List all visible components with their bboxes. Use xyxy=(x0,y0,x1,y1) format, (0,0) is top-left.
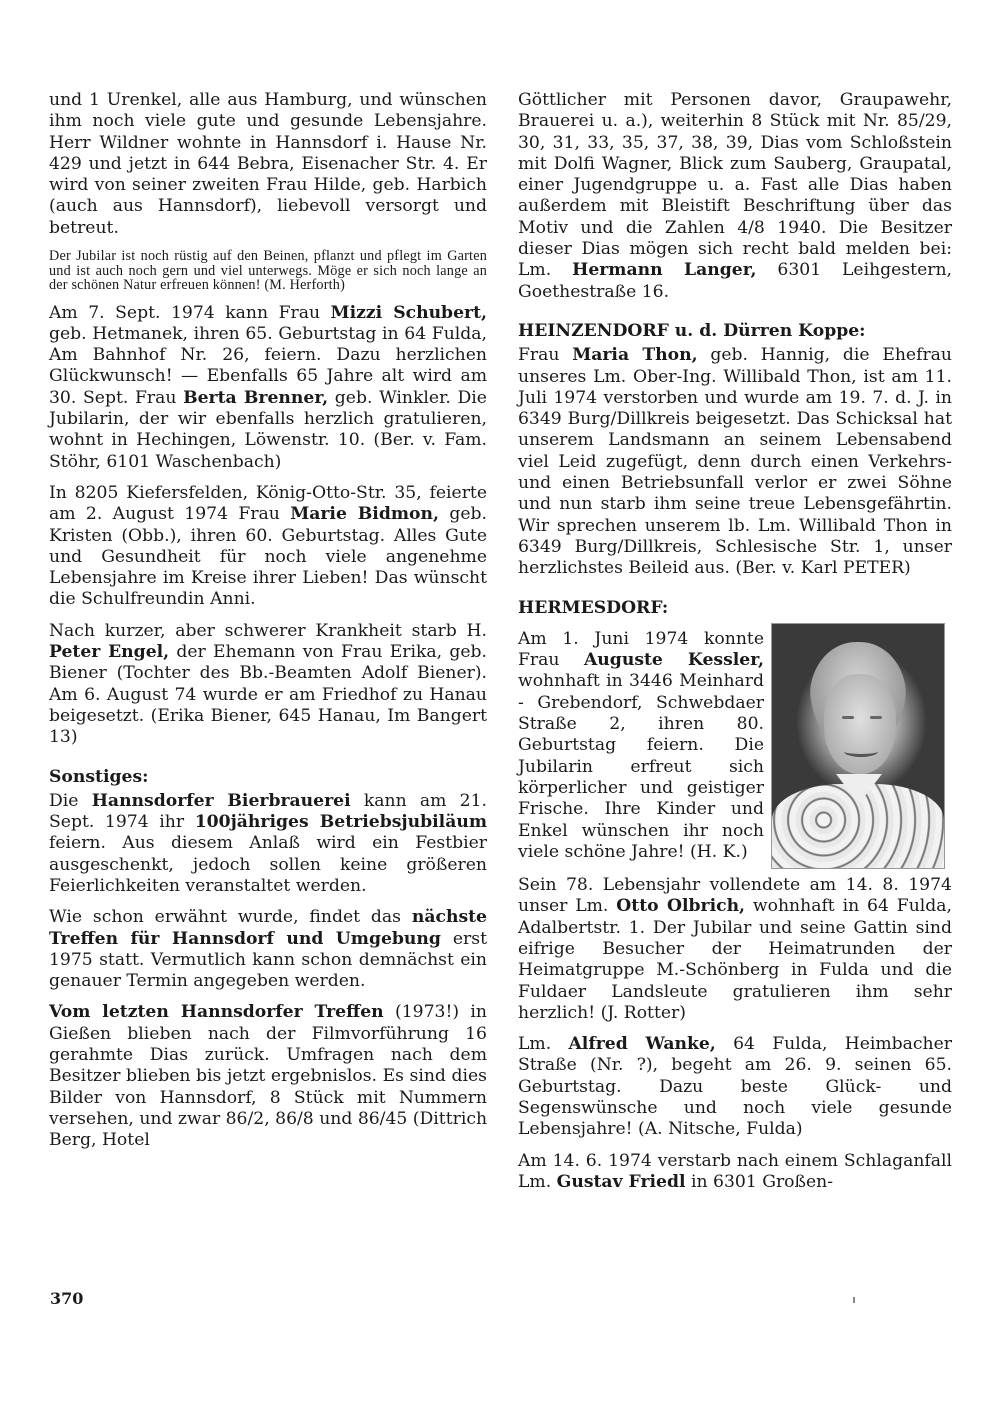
paragraph-bierbrauerei: Die Hannsdorfer Bierbrauerei kann am 21. Sept. 1974 ihr 100jähriges Betriebsjubiläum feiern. Aus diesem Anlaß wird ein Festbier ausgeschenkt, jedoch sollen keine größeren Feierlichkeiten veranstaltet werden. xyxy=(49,790,488,896)
name-auguste-kessler: Auguste Kessler, xyxy=(583,650,764,671)
portrait-photo xyxy=(771,623,945,869)
section-heading-sonstiges: Sonstiges: xyxy=(49,766,149,787)
paragraph-friedl: Am 14. 6. 1974 verstarb nach einem Schlaganfall Lm. Gustav Friedl in 6301 Großen- xyxy=(518,1150,952,1192)
name-otto-olbrich: Otto Olbrich, xyxy=(616,896,746,917)
name-alfred-wanke: Alfred Wanke, xyxy=(568,1034,716,1055)
paragraph-thon: Frau Maria Thon, geb. Hannig, die Ehefrau unseres Lm. Ober-Ing. Willibald Thon, ist am 11. Juli 1974 verstorben und wurde am 19. 7. d. J. in 6349 Burg/Dillkreis beigesetzt. Das Schicksal hat unserem Landsmann an seinem Lebensabend viel Leid zugefügt, denn durch einen Verkehrs- und einen Betriebsunfall verlor er zwei Söhne und nun starb ihm seine treue Lebensgefährtin. Wir sprechen unserem lb. Lm. Willibald Thon in 6349 Burg/Dillkreis, Schlesische Str. 1, unser herzlichstes Beileid aus. (Ber. v. Karl PETER) xyxy=(518,345,952,579)
left-column xyxy=(49,90,487,1162)
paragraph-dias: Göttlicher mit Personen davor, Graupawehr, Brauerei u. a.), weiterhin 8 Stück mit Nr. 85/29, 30, 31, 33, 35, 37, 38, 39, Dias vom Schloßstein mit Dolfi Wagner, Blick zum Sauberg, Graupatal, einer Jugendgruppe u. a. Fast alle Dias haben außerdem mit Bleistift Beschriftung über das Motiv und die Zahlen 4/8 1940. Die Besitzer dieser Dias mögen sich recht bald melden bei: Lm. Hermann Langer, 6301 Leihgestern, Goethestraße 16. xyxy=(518,90,952,302)
name-marie-bidmon: Marie Bidmon, xyxy=(290,504,439,525)
right-column xyxy=(518,90,952,1203)
name-maria-thon: Maria Thon, xyxy=(572,345,698,366)
paragraph-wanke: Lm. Alfred Wanke, 64 Fulda, Heimbacher Straße (Nr. ?), begeht am 26. 9. seinen 65. Geburtstag. Dazu beste Glück- und Segenswünsche und noch viele gesunde Lebensjahre! (A. Nitsche, Fulda) xyxy=(518,1034,952,1140)
paragraph-olbrich: Sein 78. Lebensjahr vollendete am 14. 8. 1974 unser Lm. Otto Olbrich, wohnhaft in 64 Fulda, Adalbertstr. 1. Der Jubilar und seine Gattin sind eifrige Besucher der Heimatrunden der Heimatgruppe M.-Schönberg in Fulda und die Fuldaer Landsleute gratulieren ihm sehr herzlich! (J. Rotter) xyxy=(518,875,952,1023)
name-gustav-friedl: Gustav Friedl xyxy=(556,1171,686,1192)
paragraph-wildner: und 1 Urenkel, alle aus Hamburg, und wünschen ihm noch viele gute und gesunde Lebensjahre. Herr Wildner wohnte in Hannsdorf i. Hause Nr. 429 und jetzt in 644 Bebra, Eisenacher Str. 4. Er wird von seiner zweiten Frau Hilde, geb. Harbich (auch aus Hannsdorf), liebevoll versorgt und betreut. xyxy=(49,90,487,238)
name-mizzi-schubert: Mizzi Schubert, xyxy=(330,302,487,323)
paragraph-kessler: Am 1. Juni 1974 konnte Frau Auguste Kessler, wohnhaft in 3446 Meinhard - Grebendorf, Schwebdaer Straße 2, ihren 80. Geburtstag feiern. Die Jubilarin erfreut sich körperlicher und geistiger Frische. Ihre Kinder und Enkel wünschen ihr noch viele schöne Jahre! (H. K.) xyxy=(518,628,764,862)
photo-face xyxy=(824,674,896,774)
paragraph-letztes-treffen: Vom letzten Hannsdorfer Treffen (1973!) in Gießen blieben nach der Filmvorführung 16 gerahmte Dias zurück. Umfragen nach dem Besitzer blieben bis jetzt ergebnislos. Es sind dies Bilder von Hannsdorf, 8 Stück mit Nummern versehen, und zwar 86/2, 86/8 und 86/45 (Dittrich Berg, Hotel xyxy=(49,1002,488,1151)
paragraph-jubilar-note: Der Jubilar ist noch rüstig auf den Beinen, pflanzt und pflegt im Garten und ist auch noch gern und viel unterwegs. Möge er sich noch lange an der schönen Natur erfreuen können! (M. Herforth) xyxy=(49,248,487,294)
name-peter-engel: Peter Engel, xyxy=(49,642,170,663)
section-heading-hermesdorf: HERMESDORF: xyxy=(518,597,669,618)
paragraph-naechstes-treffen: Wie schon erwähnt wurde, findet das nächste Treffen für Hannsdorf und Umgebung erst 1975 statt. Vermutlich kann schon demnächst ein genauer Termin angegeben werden. xyxy=(49,907,487,992)
kessler-article xyxy=(518,629,952,863)
paragraph-engel: Nach kurzer, aber schwerer Krankheit starb H. Peter Engel, der Ehemann von Frau Erika, geb. Biener (Tochter des Bb.-Beamten Adolf Biener). Am 6. August 74 wurde er am Friedhof zu Hanau beigesetzt. (Erika Biener, 645 Hanau, Im Bangert 13) xyxy=(49,620,487,748)
name-berta-brenner: Berta Brenner, xyxy=(183,387,329,408)
section-heading-heinzendorf: HEINZENDORF u. d. Dürren Koppe: xyxy=(518,320,866,341)
name-hermann-langer: Hermann Langer, xyxy=(572,260,757,281)
paragraph-schubert-brenner: Am 7. Sept. 1974 kann Frau Mizzi Schubert, geb. Hetmanek, ihren 65. Geburtstag in 64 Fulda, Am Bahnhof Nr. 26, feiern. Dazu herzlichen Glückwunsch! — Ebenfalls 65 Jahre alt wird am 30. Sept. Frau Berta Brenner, geb. Winkler. Die Jubilarin, der wir ebenfalls herzlich gratulieren, wohnt in Hechingen, Löwenstr. 10. (Ber. v. Fam. Stöhr, 6101 Waschenbach) xyxy=(49,302,487,472)
page-number: 370 xyxy=(50,1289,84,1308)
paragraph-bidmon: In 8205 Kiefersfelden, König-Otto-Str. 35, feierte am 2. August 1974 Frau Marie Bidmon, geb. Kristen (Obb.), ihren 60. Geburtstag. Alles Gute und Gesundheit für noch viele angenehme Lebensjahre im Kreise ihrer Lieben! Das wünscht die Schulfreundin Anni. xyxy=(49,482,487,610)
scan-artifact xyxy=(853,1297,855,1303)
